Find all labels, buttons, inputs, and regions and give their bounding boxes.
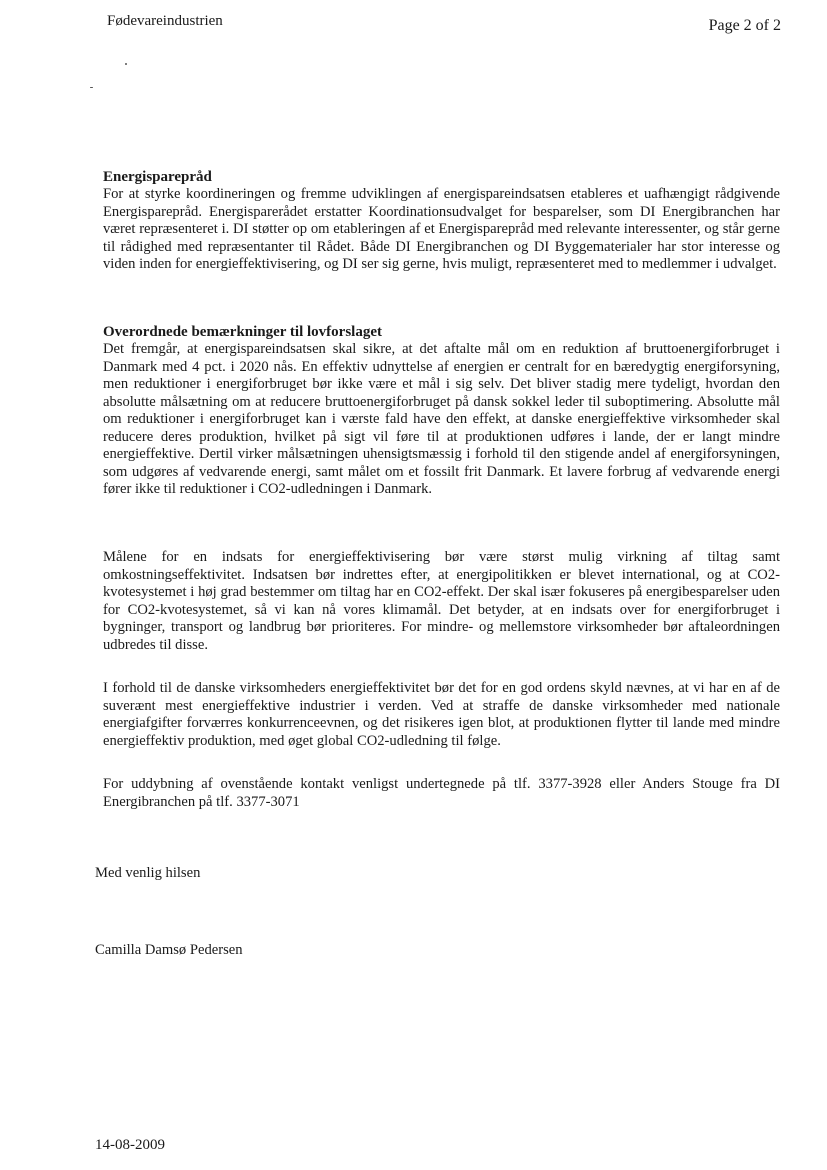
scan-speck [90, 87, 93, 88]
signature-name: Camilla Damsø Pedersen [95, 942, 243, 958]
header-organization: Fødevareindustrien [107, 13, 223, 29]
section-heading: Energisparepråd [103, 169, 212, 185]
section-overordnede [103, 323, 780, 499]
body-paragraph: Målene for en indsats for energieffektivisering bør være størst mulig virkning af tiltag samt omkostningseffektivitet. Indsatsen bør indrettes efter, at energipolitikken er blevet international, og at CO2-kvotesystemet i høj grad bestemmer om tiltag har en CO2-effekt. Der skal især fokuseres på energibesparelser uden for CO2-kvotesystemet, så vi kan nå vores klimamål. Det betyder, at en indsats over for energiforbruget i bygninger, transport og landbrug bør prioriteres. For mindre- og mellemstore virksomheder bør aftaleordningen udbredes til disse. [103, 549, 780, 653]
paragraph-kontakt [103, 776, 780, 811]
paragraph-virksomheder [103, 680, 780, 750]
section-paragraph: For at styrke koordineringen og fremme udviklingen af energispareindsatsen etableres et uafhængigt rådgivende Energisparepråd. Energisparerådet erstatter Koordinationsudvalget for besparelser, som DI Energibranchen har været repræsenteret i. DI støtter op om etableringen af et Energisparepråd med relevante interessenter, og står gerne til rådighed med repræsentanter til Rådet. Både DI Energibranchen og DI Byggematerialer har stor interesse og viden inden for energieffektivisering, og DI ser sig gerne, hvis muligt, repræsenteret med to medlemmer i udvalget. [103, 186, 780, 272]
body-paragraph: For uddybning af ovenstående kontakt venligst undertegnede på tlf. 3377-3928 eller Anders Stouge fra DI Energibranchen på tlf. 3377-3071 [103, 776, 780, 810]
scan-speck [125, 63, 127, 65]
section-energisparerad [103, 168, 780, 274]
document-date: 14-08-2009 [95, 1137, 165, 1153]
section-paragraph: Det fremgår, at energispareindsatsen skal sikre, at det aftalte mål om en reduktion af bruttoenergiforbruget i Danmark med 4 pct. i 2020 nås. En effektiv udnyttelse af energien er centralt for en bæredygtig energiforsyning, men reduktioner i energiforbruget bør ikke være et mål i sig selv. Det bliver stadig mere tydeligt, hvordan den absolutte målsætning om at reducere bruttoenergiforbruget på dansk sokkel leder til suboptimering. Absolutte mål om reduktioner i energiforbruget kan i værste fald have den effekt, at danske energieffektive virksomheder skal reducere deres produktion, hvilket på sigt vil føre til at produktionen udføres i lande, der er langt mindre energieffektive. Dertil virker målsætningen uhensigtsmæssig i forhold til den stigende andel af energiforsyningen, som udgøres af vedvarende energi, samt målet om et fossilt frit Danmark. Et lavere forbrug af vedvarende energi fører ikke til reduktioner i CO2-udledningen i Danmark. [103, 341, 780, 497]
section-heading: Overordnede bemærkninger til lovforslaget [103, 324, 382, 340]
paragraph-maalene [103, 549, 780, 654]
closing-text: Med venlig hilsen [95, 865, 201, 881]
body-paragraph: I forhold til de danske virksomheders energieffektivitet bør det for en god ordens skyld nævnes, at vi har en af de suverænt mest energieffektive industrier i verden. Ved at straffe de danske virksomheder med nationale energiafgifter forværres konkurrenceevnen, og det risikeres igen blot, at produktionen flytter til lande med mindre energieffektiv produktion, med øget global CO2-udledning til følge. [103, 680, 780, 749]
page-number: Page 2 of 2 [708, 17, 781, 34]
